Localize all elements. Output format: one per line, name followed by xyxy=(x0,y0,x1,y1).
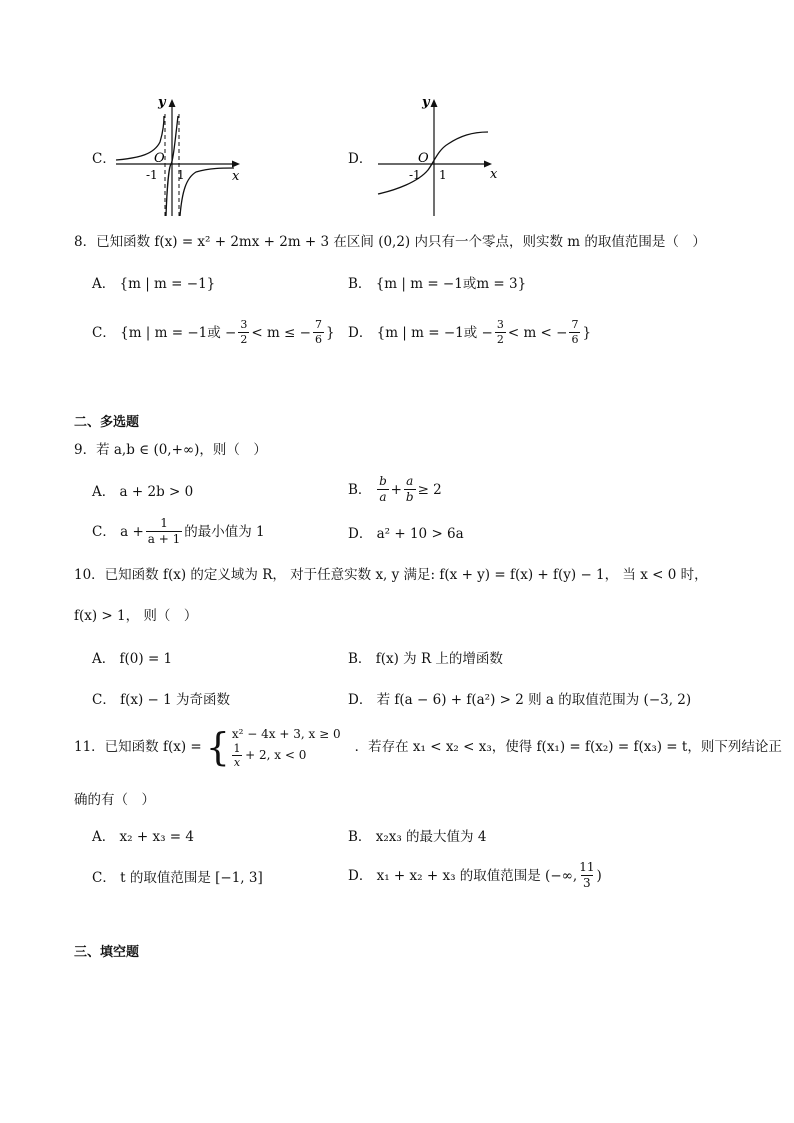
fraction xyxy=(232,742,242,769)
q11-stem-line2: 确的有（ ） xyxy=(74,792,155,808)
option-d-label: D． xyxy=(348,151,373,167)
fraction xyxy=(146,516,182,547)
q10-stem-line1: 10．已知函数 f(x) 的定义域为 R， 对于任意实数 x, y 满足: f(x + y) = f(x) + f(y) − 1， 当 x < 0 时， xyxy=(74,567,708,583)
q11-prefix: 11．已知函数 f(x) = xyxy=(74,739,202,755)
curve-right-branch xyxy=(180,168,234,216)
q11-option-a: A． x₂ + x₃ = 4 xyxy=(92,829,194,845)
denominator: 6 xyxy=(314,333,322,346)
tick-one: 1 xyxy=(177,168,185,182)
q8-d-suffix: } xyxy=(582,324,592,341)
q9-c-suffix: 的最小值为 1 xyxy=(184,523,265,540)
numerator: 1 xyxy=(160,516,168,530)
x-axis-arrow xyxy=(232,161,240,168)
x-axis-label: x xyxy=(232,169,240,184)
curve xyxy=(378,132,488,194)
q11-option-c: C． t 的取值范围是 [−1, 3] xyxy=(92,870,263,886)
tick-neg-one: -1 xyxy=(409,168,421,182)
numerator: 7 xyxy=(571,318,579,331)
numerator: a xyxy=(406,474,414,488)
q11-condition: ．若存在 x₁ < x₂ < x₃，使得 f(x₁) = f(x₂) = f(x₃) = t，则下列结论正 xyxy=(354,739,782,755)
fraction xyxy=(569,318,580,347)
numerator: 3 xyxy=(496,318,504,331)
tick-neg-one: -1 xyxy=(146,168,158,182)
q9-stem: 9．若 a,b ∈ (0,+∞)，则（ ） xyxy=(74,442,267,458)
q9-c-prefix: C． a + xyxy=(92,523,144,540)
denominator: a xyxy=(379,490,387,504)
q8-option-c xyxy=(92,318,335,347)
q9-option-d: D． a² + 10 > 6a xyxy=(348,526,464,542)
fraction xyxy=(579,860,594,891)
fraction xyxy=(377,474,388,505)
numerator: b xyxy=(379,474,387,488)
numerator: 3 xyxy=(240,318,248,331)
denominator: 2 xyxy=(240,333,248,346)
q8-option-a: A． {m | m = −1} xyxy=(92,276,216,292)
denominator: 3 xyxy=(583,876,591,890)
numerator: 1 xyxy=(233,741,241,755)
numerator: 7 xyxy=(314,318,322,331)
q10-option-c: C． f(x) − 1 为奇函数 xyxy=(92,692,231,708)
case-1: x² − 4x + 3, x ≥ 0 xyxy=(231,726,341,741)
q9-option-c xyxy=(92,516,265,547)
q8-option-d xyxy=(348,318,591,347)
option-c-graph xyxy=(110,92,250,220)
q10-option-d: D． 若 f(a − 6) + f(a²) > 2 则 a 的取值范围为 (−3, 2) xyxy=(348,692,692,708)
origin-label: O xyxy=(154,151,165,166)
origin-label: O xyxy=(418,151,429,166)
y-axis-label: y xyxy=(422,95,430,110)
denominator: 6 xyxy=(571,333,579,346)
case-2-rest: + 2, x < 0 xyxy=(245,748,307,762)
q11-d-suffix: ) xyxy=(596,867,602,884)
q9-option-a: A． a + 2b > 0 xyxy=(92,484,194,500)
y-axis-arrow xyxy=(431,99,438,107)
denominator: a + 1 xyxy=(147,532,181,546)
option-d-graph xyxy=(372,92,512,220)
fraction xyxy=(495,318,506,347)
q8-d-middle: < m < − xyxy=(507,324,568,341)
q8-stem: 8．已知函数 f(x) = x² + 2mx + 2m + 3 在区间 (0,2) 内只有一个零点，则实数 m 的取值范围是（ ） xyxy=(74,234,706,250)
q8-option-b: B． {m | m = −1或m = 3} xyxy=(348,276,527,292)
plus-sign: + xyxy=(390,481,402,498)
x-axis-label: x xyxy=(490,167,498,182)
q9-b-suffix: ≥ 2 xyxy=(417,481,442,498)
numerator: 11 xyxy=(579,860,595,874)
denominator: 2 xyxy=(496,333,504,346)
case-2 xyxy=(232,742,341,769)
denominator: x xyxy=(233,755,241,769)
q8-c-middle: < m ≤ − xyxy=(251,324,311,341)
left-brace: { xyxy=(205,725,230,769)
y-axis-arrow xyxy=(169,99,176,107)
section-heading-multi-choice: 二、多选题 xyxy=(74,415,140,430)
denominator: b xyxy=(405,490,414,504)
q9-option-b xyxy=(348,474,442,505)
q10-option-a: A． f(0) = 1 xyxy=(92,651,173,667)
section-heading-fill-in: 三、填空题 xyxy=(74,945,140,960)
q10-option-b: B． f(x) 为 R 上的增函数 xyxy=(348,651,503,667)
fraction xyxy=(313,318,324,347)
fraction xyxy=(404,474,416,505)
q8-c-suffix: } xyxy=(325,324,335,341)
q11-option-b: B． x₂x₃ 的最大值为 4 xyxy=(348,829,487,845)
q8-d-prefix: D． {m | m = −1或 − xyxy=(348,324,493,341)
q11-stem xyxy=(74,722,782,772)
option-c-label: C． xyxy=(92,151,116,167)
tick-one: 1 xyxy=(439,168,447,182)
q9-b-prefix: B． xyxy=(348,481,372,498)
q11-d-prefix: D． x₁ + x₂ + x₃ 的取值范围是 (−∞, xyxy=(348,867,578,884)
q10-stem-line2: f(x) > 1， 则（ ） xyxy=(74,608,198,624)
q8-c-prefix: C． {m | m = −1或 − xyxy=(92,324,237,341)
q11-option-d xyxy=(348,860,602,891)
fraction xyxy=(238,318,249,347)
piecewise-cases xyxy=(232,726,341,769)
y-axis-label: y xyxy=(158,95,166,110)
